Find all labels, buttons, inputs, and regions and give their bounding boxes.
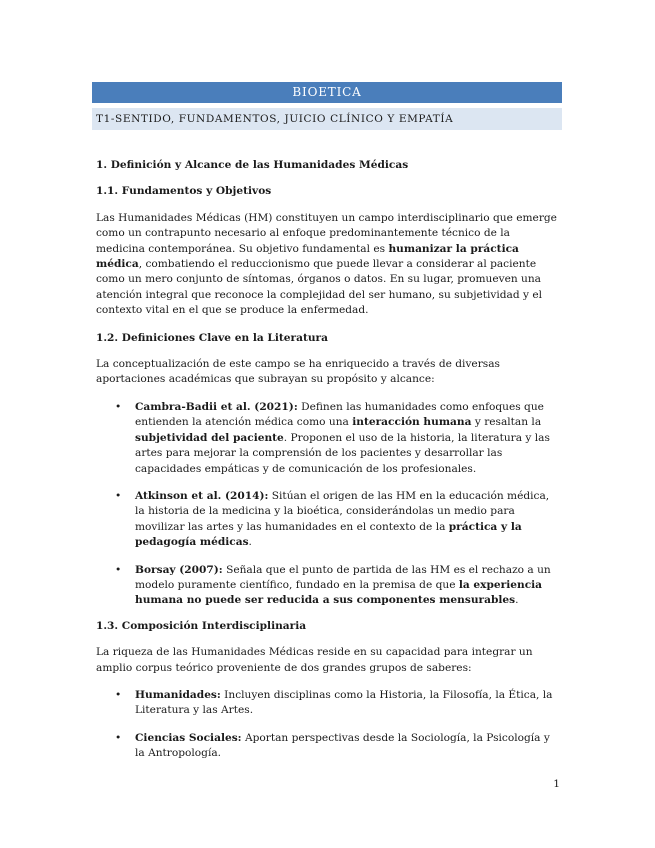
section-1-heading: 1. Definición y Alcance de las Humanidades Médicas	[96, 159, 409, 171]
definitions-list	[96, 400, 558, 609]
bullet-icon: •	[115, 489, 122, 502]
list-item: • Humanidades: Incluyen disciplinas como la Historia, la Filosofía, la Ética, la Literatura y las Artes.	[115, 688, 553, 717]
bullet-icon: •	[115, 563, 122, 576]
bullet-icon: •	[115, 688, 122, 701]
section-1-2-intro: La conceptualización de este campo se ha enriquecido a través de diversas aportaciones académicas que subrayan su propósito y alcance:	[96, 358, 500, 386]
list-item: • Atkinson et al. (2014): Sitúan el origen de las HM en la educación médica, la historia de la medicina y la bioética, considerándolas un medio para movilizar las artes y las humanidades en el contexto de la práctica y la pedagogía médicas.	[115, 489, 550, 549]
section-1-1-paragraph: Las Humanidades Médicas (HM) constituyen un campo interdisciplinario que emerge como un contrapunto necesario al enfoque predominantemente técnico de la medicina contemporánea. Su objetivo fundamental es humanizar la práctica médica, combatiendo el reduccionismo que puede llevar a considerar al paciente como un mero conjunto de síntomas, órganos o datos. En su lugar, promueven una atención integral que reconoce la complejidad del ser humano, su subjetividad y el contexto vital en el que se produce la enfermedad.	[96, 211, 557, 317]
course-title-banner: BIOETICA	[92, 82, 562, 103]
list-item: • Borsay (2007): Señala que el punto de partida de las HM es el rechazo a un modelo puramente científico, fundado en la premisa de que la experiencia humana no puede ser reducida a sus componentes mensurables.	[115, 563, 551, 607]
page-number: 1	[553, 778, 560, 790]
section-1-3-intro: La riqueza de las Humanidades Médicas reside en su capacidad para integrar un amplio corpus teórico proveniente de dos grandes grupos de saberes:	[96, 646, 533, 674]
section-1-1-heading: 1.1. Fundamentos y Objetivos	[96, 185, 272, 198]
disciplines-list	[96, 688, 558, 762]
section-1-3-heading: 1.3. Composición Interdisciplinaria	[96, 619, 307, 632]
list-item: • Ciencias Sociales: Aportan perspectivas desde la Sociología, la Psicología y la Antropología.	[115, 731, 550, 760]
list-item: • Cambra-Badii et al. (2021): Definen las humanidades como enfoques que entienden la atención médica como una interacción humana y resaltan la subjetividad del paciente. Proponen el uso de la historia, la literatura y las artes para mejorar la comprensión de los pacientes y desarrollar las capacidades empáticas y de comunicación de los profesionales.	[115, 400, 550, 475]
topic-subtitle-banner: T1-SENTIDO, FUNDAMENTOS, JUICIO CLÍNICO Y EMPATÍA	[92, 108, 562, 130]
bullet-icon: •	[115, 731, 122, 744]
bullet-icon: •	[115, 400, 122, 413]
document-body	[96, 158, 558, 762]
section-1-2-heading: 1.2. Definiciones Clave en la Literatura	[96, 331, 329, 344]
